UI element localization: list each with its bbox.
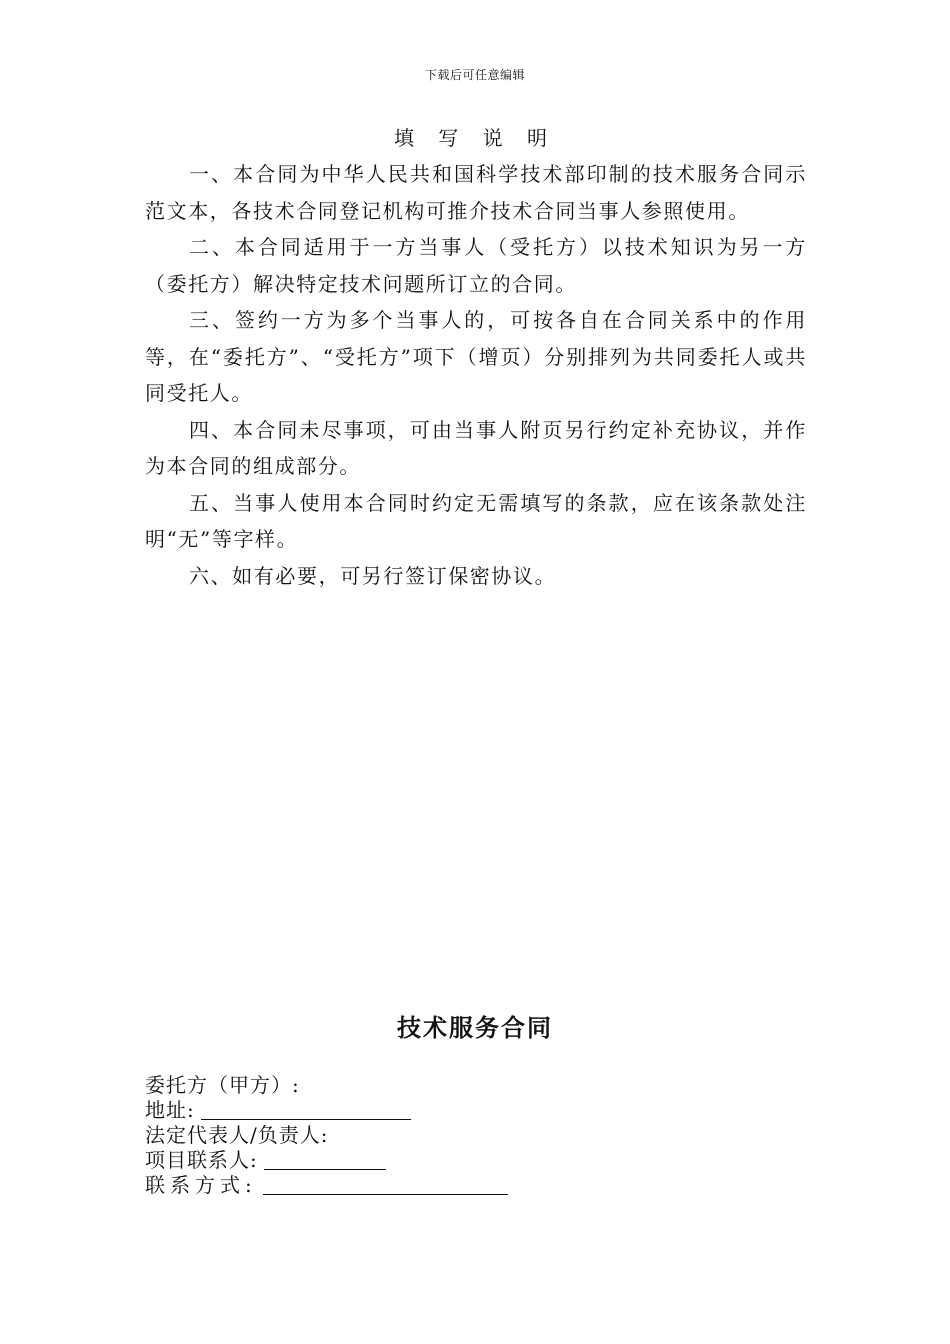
address-blank[interactable] [201, 1099, 411, 1120]
address-label: 地址: [145, 1098, 195, 1122]
instruction-item-1: 一、本合同为中华人民共和国科学技术部印制的技术服务合同示范文本，各技术合同登记机构可推介技术合同当事人参照使用。 [145, 162, 807, 223]
party-a-line [145, 1073, 807, 1098]
instruction-item-6: 六、如有必要，可另行签订保密协议。 [189, 563, 557, 588]
project-contact-line [145, 1148, 807, 1173]
instruction-item-2: 二、本合同适用于一方当事人（受托方）以技术知识为另一方（委托方）解决特定技术问题所订立的合同。 [145, 235, 807, 296]
legal-rep-line [145, 1123, 807, 1148]
address-line [145, 1098, 807, 1123]
contact-method-label: 联系方式: [145, 1173, 257, 1197]
party-a-block [145, 1073, 807, 1198]
instruction-item-5: 五、当事人使用本合同时约定无需填写的条款，应在该条款处注明“无”等字样。 [145, 490, 807, 551]
header-note: 下载后可任意编辑 [424, 68, 525, 82]
party-a-label: 委托方（甲方）: [145, 1073, 300, 1097]
contact-method-blank[interactable] [263, 1174, 508, 1195]
contact-method-line [145, 1173, 807, 1198]
legal-rep-label: 法定代表人/负责人: [145, 1123, 329, 1147]
instructions-body [145, 156, 807, 594]
contract-title: 技术服务合同 [397, 1013, 553, 1042]
instructions-title: 填 写 说 明 [393, 126, 557, 150]
instruction-item-3: 三、签约一方为多个当事人的，可按各自在合同关系中的作用等，在“委托方”、“受托方”项下（增页）分别排列为共同委托人或共同受托人。 [145, 308, 807, 405]
project-contact-blank[interactable] [264, 1149, 386, 1170]
project-contact-label: 项目联系人: [145, 1148, 258, 1172]
instruction-item-4: 四、本合同未尽事项，可由当事人附页另行约定补充协议，并作为本合同的组成部分。 [145, 417, 807, 478]
